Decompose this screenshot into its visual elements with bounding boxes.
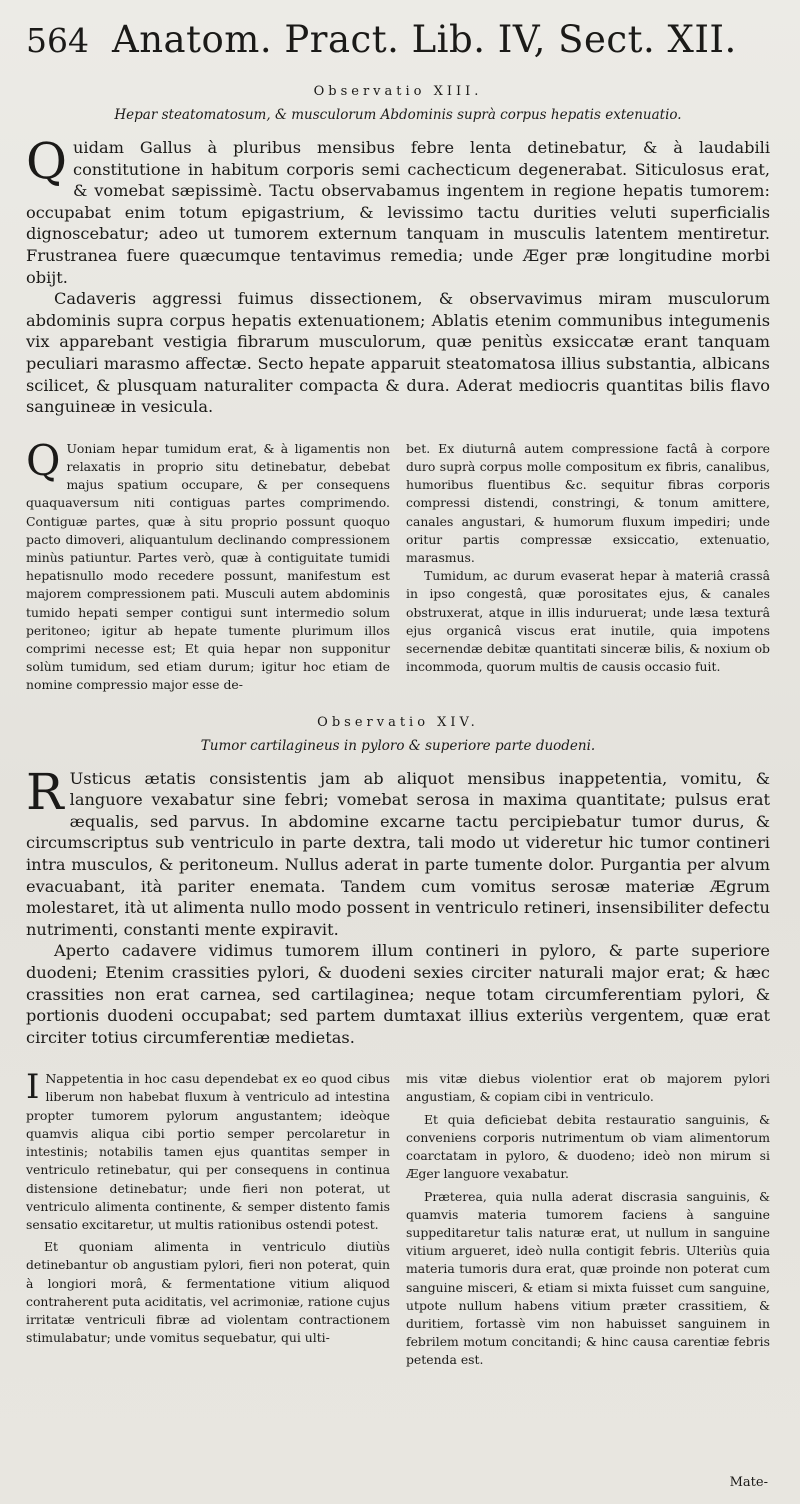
commentary-paragraph: Præterea, quia nulla aderat discrasia sanguinis, & quamvis materia tumorem faciens à sanguine suppeditaretur talis naturæ erat, ut nullum in sanguine vitium argueret, ideò nulla contigit febris. Ulteriùs quia materia tumoris dura erat, quæ proinde non poterat cum sanguine misceri, & etiam si mixta fuisset cum sanguine, utpote nullum habens vitium præter crassitiem, & duritiem, fortassè vim non habuisset sanguinem in febrilem motum concitandi; & hinc causa carentiæ febris petenda est. — [406, 1188, 770, 1368]
commentary-paragraph: Tumidum, ac durum evaserat hepar à materiâ crassâ in ipso congestâ, quæ porositates ejus, & canales obstruxerat, atque in illis induruerat; unde læsa texturâ ejus organicâ viscus erat inutile, quia impotens secernendæ debitæ quantitati sinceræ bilis, & noxium ob incommoda, quorum multis de causis occasio fuit. — [406, 568, 770, 675]
drop-cap: Q — [26, 435, 61, 485]
running-header — [26, 18, 770, 80]
drop-cap: R — [26, 762, 64, 821]
commentary-right — [406, 440, 770, 695]
observation-subtitle: Tumor cartilagineus in pyloro & superiore parte duodeni. — [200, 737, 596, 754]
commentary-columns — [26, 1067, 770, 1369]
commentary-paragraph: Et quoniam alimenta in ventriculo diutiùs detinebantur ob angustiam pylori, fieri non poterat, quin à longiori morâ, & fermentatione vitium aliquod contraherent puta aciditatis, vel acrimoniæ, ratione cujus irritatæ ventriculi fibræ ad violentam contractionem stimulabatur; unde vomitus sequebatur, qui ulti- — [26, 1239, 390, 1346]
observation-subtitle: Hepar steatomatosum, & musculorum Abdominis suprà corpus hepatis extenuatio. — [114, 107, 682, 123]
case-text: Usticus ætatis consistentis jam ab aliquot mensibus inappetentia, vomitu, & languore vexabatur sine febri; vomebat serosa in maxima quantitate; pulsus erat æqualis, sed parvus. In abdomine excarne tactu percipiebatur tumor durus, & circumscriptus sub ventriculo in parte dextra, tali modo ut videretur hic tumor contineri intra musculos, & peritoneum. Nullus aderat in parte tumente dolor. Purgantia per alvum evacuabant, ità pariter enemata. Tandem cum vomitus serosæ materiæ Ægrum molestaret, ità ut alimenta nullo modo possent in ventriculo retineri, insensibiliter defectu nutrimenti, constanti mente expiravit. — [26, 768, 770, 939]
commentary-left — [26, 1067, 390, 1369]
commentary-paragraph: mis vitæ diebus violentior erat ob majorem pylori angustiam, & copiam cibi in ventriculo. — [406, 1071, 770, 1105]
running-title: Anatom. Pract. Lib. IV, Sect. XII. — [112, 18, 737, 61]
drop-cap: I — [26, 1067, 40, 1108]
catchword: Mate- — [729, 1475, 768, 1490]
page-number: 564 — [26, 21, 89, 60]
observation-13 — [26, 84, 770, 695]
drop-cap: Q — [26, 132, 67, 190]
commentary-paragraph: bet. Ex diuturnâ autem compressione factâ à corpore duro suprà corpus molle compositum ex fibris, canalibus, humoribus fluentibus &c. sequitur fibras corporis compressi distendi, constringi, & tonum amittere, canales angustari, & humorum fluxum impediri; unde oritur partis compressæ exsiccatio, extenuatio, marasmus. — [406, 440, 770, 565]
autopsy-paragraph: Cadaveris aggressi fuimus dissectionem, & observavimus miram musculorum abdominis supra corpus hepatis extenuationem; Ablatis etenim communibus integumenis vix apparebant vestigia fibrarum musculorum, quæ penitùs exsiccatæ erant tanquam peculiari marasmo affectæ. Secto hepate apparuit steatomatosa illius substantia, albicans scilicet, & plusquam naturaliter compacta & dura. Aderat mediocris quantitas bilis flavo sanguineæ in vesicula. — [26, 289, 770, 417]
case-paragraph — [26, 762, 770, 941]
autopsy-paragraph: Aperto cadavere vidimus tumorem illum contineri in pyloro, & parte superiore duodeni; Etenim crassities pylori, & duodeni sexies circiter naturali major erat; & hæc crassities non erat carnea, sed cartilaginea; neque totam circumferentiam pylori, & portionis duodeni occupabat; sed partem dumtaxat illius exteriùs vergentem, quæ erat circiter totius circumferentiæ medietas. — [26, 941, 770, 1047]
commentary-right — [406, 1070, 770, 1369]
commentary-text: Nappetentia in hoc casu dependebat ex eo quod cibus liberum non habebat fluxum à ventriculo ad intestina propter tumorem pylorum angustantem; ideòque quamvis aliqua cibi portio semper percolaretur in intestinis; notabilis tamen ejus quantitas semper in ventriculo retinebatur, qui per consequens in continua distensione detinebatur; unde fieri non poterat, ut ventriculo alimenta continente, & semper distento famis sensatio excitaretur, ut multis rationibus ostendi potest. — [26, 1071, 390, 1232]
commentary-paragraph — [26, 435, 390, 695]
observation-14 — [26, 715, 770, 1370]
commentary-paragraph: Et quia deficiebat debita restauratio sanguinis, & conveniens corporis nutrimentum ob viam alimentorum coarctatam in pyloro, & duodeno; ideò non mirum si Æger languore vexabatur. — [406, 1111, 770, 1182]
commentary-text: Uoniam hepar tumidum erat, & à ligamentis non relaxatis in proprio situ detinebatur, debebat majus spatium occupare, & per consequens quaquaversum niti contiguas partes comprimendo. Contiguæ partes, quæ à situ proprio possunt quoquo pacto dimoveri, aliquantulum declinando compressionem minùs patiuntur. Partes verò, quæ à contiguitate tumidi hepatisnullo modo recedere possunt, manifestum est majorem compressionem pati. Musculi autem abdominis tumido hepati semper contigui sunt intermedio solum peritoneo; igitur ab hepate tumente plurimum illos comprimi necesse est; Et quia hepar non supponitur solùm tumidum, sed etiam durum; igitur hoc etiam de nomine compressio major esse de- — [26, 440, 390, 693]
observation-heading: Observatio XIII. — [313, 84, 483, 99]
case-paragraph — [26, 132, 770, 288]
commentary-columns — [26, 435, 770, 695]
observation-heading: Observatio XIV. — [317, 714, 479, 730]
commentary-left — [26, 435, 390, 695]
commentary-paragraph — [26, 1067, 390, 1234]
case-text: uidam Gallus à pluribus mensibus febre lenta detinebatur, & à laudabili constitutione in habitum corporis semi cachecticum degenerabat. Siticulosus erat, & vomebat sæpissimè. Tactu observabamus ingentem in regione hepatis tumorem: occupabat enim totum epigastrium, & levissimo tactu durities veluti superficialis dignoscebatur; adeo ut tumorem externum tanquam in musculis latentem mentiretur. Frustranea fuere quæcumque tentavimus remedia; unde Æger præ longitudine morbi obijt. — [26, 138, 770, 287]
